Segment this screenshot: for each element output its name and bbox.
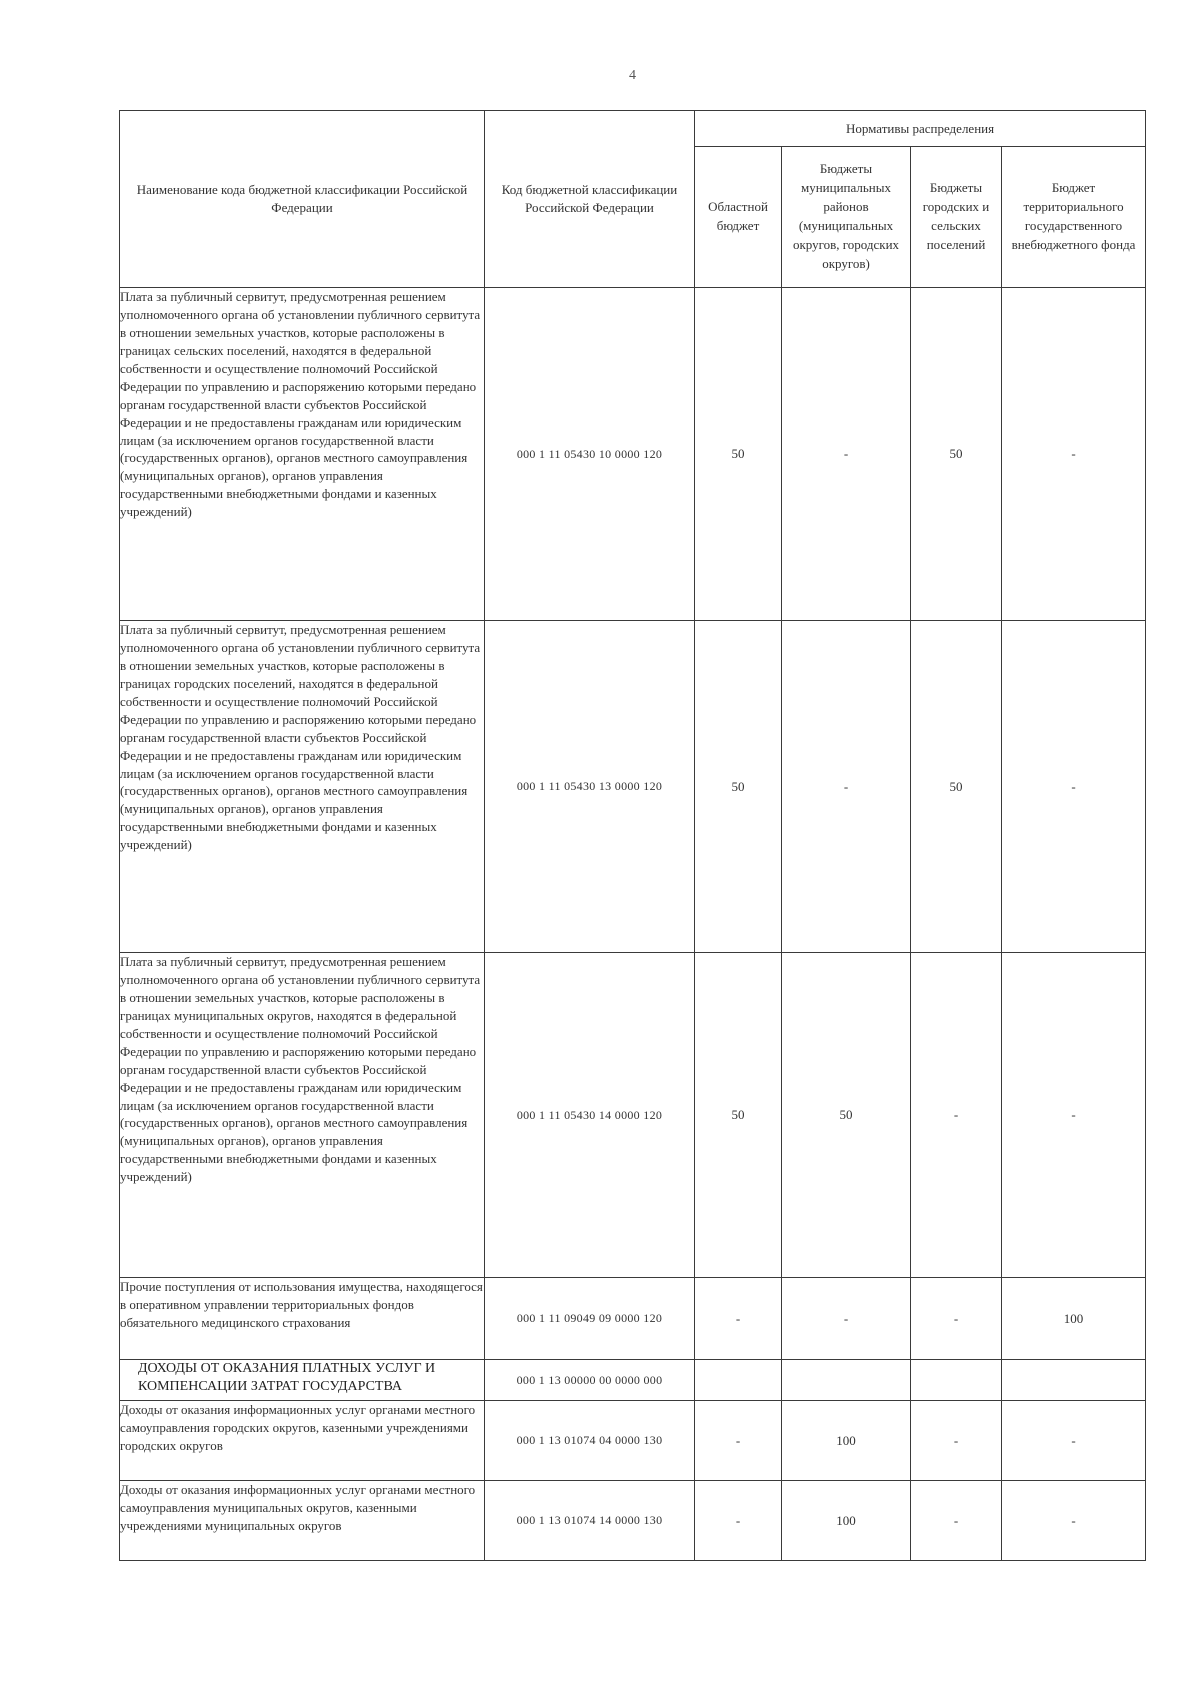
row-code: 000 1 11 09049 09 0000 120 [485,1278,695,1360]
row-value-settlements [911,1360,1002,1401]
row-value-fund: 100 [1002,1278,1146,1360]
row-value-regional: 50 [695,288,782,621]
header-name: Наименование кода бюджетной классификации Российской Федерации [120,111,485,288]
row-value-fund [1002,1360,1146,1401]
row-name: Плата за публичный сервитут, предусмотренная решением уполномоченного органа об установлении публичного сервитута в отношении земельных участков, которые расположены в границах сельских поселений, находятся в федеральной собственности и осуществление полномочий Российской Федерации по управлению и распоряжению которыми передано органам государственной власти субъектов Российской Федерации и не предоставлены гражданам или юридическим лицам (за исключением органов государственной власти (государственных органов), органов местного самоуправления (муниципальных органов), органов управления государственными внебюджетными фондами и казенных учреждений) [120,288,485,621]
row-value-fund: - [1002,1401,1146,1481]
page-number: 4 [629,68,636,83]
row-value-regional: - [695,1278,782,1360]
row-name: Плата за публичный сервитут, предусмотренная решением уполномоченного органа об установлении публичного сервитута в отношении земельных участков, которые расположены в границах муниципальных округов, находятся в федеральной собственности и осуществление полномочий Российской Федерации по управлению и распоряжению которыми передано органам государственной власти субъектов Российской Федерации и не предоставлены гражданам или юридическим лицам (за исключением органов государственной власти (государственных органов), органов местного самоуправления (муниципальных органов), органов управления государственными внебюджетными фондами и казенных учреждений) [120,953,485,1278]
row-value-fund: - [1002,953,1146,1278]
row-name: Плата за публичный сервитут, предусмотренная решением уполномоченного органа об установлении публичного сервитута в отношении земельных участков, которые расположены в границах городских поселений, находятся в федеральной собственности и осуществление полномочий Российской Федерации по управлению и распоряжению которыми передано органам государственной власти субъектов Российской Федерации и не предоставлены гражданам или юридическим лицам (за исключением органов государственной власти (государственных органов), органов местного самоуправления (муниципальных органов), органов управления государственными внебюджетными фондами и казенных учреждений) [120,621,485,953]
row-name: ДОХОДЫ ОТ ОКАЗАНИЯ ПЛАТНЫХ УСЛУГ И КОМПЕНСАЦИИ ЗАТРАТ ГОСУДАРСТВА [120,1360,485,1401]
table-row [120,953,1146,1278]
table-row [120,288,1146,621]
row-value-fund: - [1002,288,1146,621]
row-value-fund: - [1002,1481,1146,1561]
budget-classification-table [119,110,1146,1561]
row-value-municipal: - [782,621,911,953]
header-municipal-district-budgets: Бюджеты муниципальных районов (муниципальных округов, городских округов) [782,147,911,288]
header-settlement-budgets: Бюджеты городских и сельских поселений [911,147,1002,288]
header-code: Код бюджетной классификации Российской Федерации [485,111,695,288]
row-code: 000 1 13 00000 00 0000 000 [485,1360,695,1401]
row-value-regional: - [695,1401,782,1481]
row-code: 000 1 11 05430 14 0000 120 [485,953,695,1278]
row-value-municipal: - [782,1278,911,1360]
row-value-settlements: 50 [911,621,1002,953]
table-row [120,621,1146,953]
row-value-regional [695,1360,782,1401]
row-value-municipal: 50 [782,953,911,1278]
row-name: Доходы от оказания информационных услуг органами местного самоуправления муниципальных округов, казенными учреждениями муниципальных округов [120,1481,485,1561]
row-value-settlements: - [911,953,1002,1278]
row-value-municipal [782,1360,911,1401]
row-code: 000 1 11 05430 10 0000 120 [485,288,695,621]
row-value-municipal: 100 [782,1401,911,1481]
row-code: 000 1 11 05430 13 0000 120 [485,621,695,953]
header-regional-budget: Областной бюджет [695,147,782,288]
row-value-settlements: - [911,1401,1002,1481]
table-row [120,1278,1146,1360]
header-distribution-norms: Нормативы распределения [695,111,1146,147]
row-value-municipal: - [782,288,911,621]
row-value-regional: 50 [695,953,782,1278]
table-row [120,1360,1146,1401]
row-name: Доходы от оказания информационных услуг органами местного самоуправления городских округов, казенными учреждениями городских округов [120,1401,485,1481]
header-extrabudgetary-fund-budget: Бюджет территориального государственного внебюджетного фонда [1002,147,1146,288]
row-value-regional: - [695,1481,782,1561]
row-value-municipal: 100 [782,1481,911,1561]
row-value-settlements: - [911,1481,1002,1561]
row-code: 000 1 13 01074 14 0000 130 [485,1481,695,1561]
row-value-regional: 50 [695,621,782,953]
table-row [120,1481,1146,1561]
row-value-settlements: - [911,1278,1002,1360]
row-code: 000 1 13 01074 04 0000 130 [485,1401,695,1481]
row-value-settlements: 50 [911,288,1002,621]
row-name: Прочие поступления от использования имущества, находящегося в оперативном управлении территориальных фондов обязательного медицинского страхования [120,1278,485,1360]
table-row [120,1401,1146,1481]
row-value-fund: - [1002,621,1146,953]
